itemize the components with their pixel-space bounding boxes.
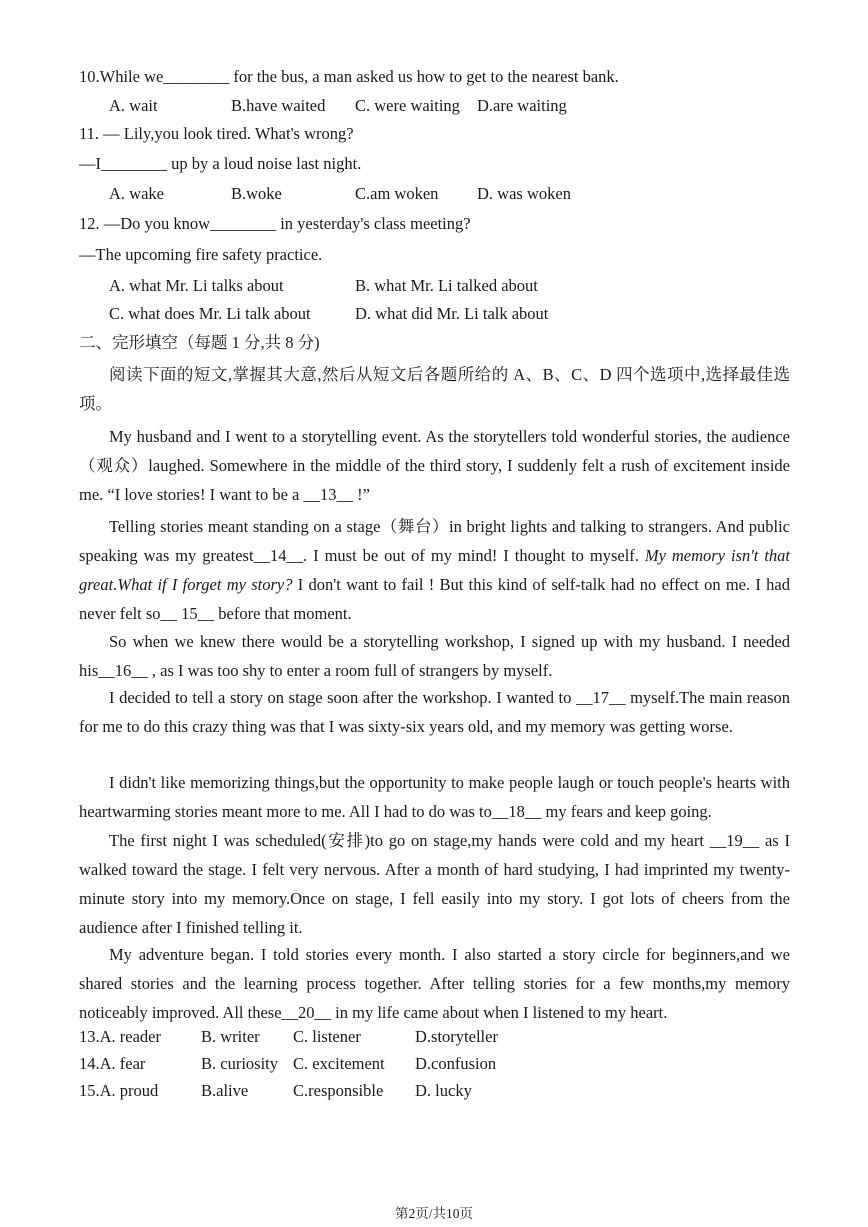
section-instruction: 阅读下面的短文,掌握其大意,然后从短文后各题所给的 A、B、C、D 四个选项中,选择最佳选项。 <box>79 365 790 413</box>
answer-15-option-c: C.responsible <box>293 1081 384 1100</box>
passage-paragraph-7: My adventure began. I told stories every month. I also started a story circle for beginners,and we shared stories and the learning process together. After telling stories for a few months,my memory noticeably improved. All these__20__ in my life came about when I listened to my heart. <box>79 945 790 1022</box>
question-11-stem: 11. — Lily,you look tired. What's wrong? <box>79 124 354 143</box>
answer-14-option-b: B. curiosity <box>201 1054 278 1073</box>
question-12-option-b: B. what Mr. Li talked about <box>355 276 538 295</box>
answer-15-option-b: B.alive <box>201 1081 249 1100</box>
passage-paragraph-4: I decided to tell a story on stage soon after the workshop. I wanted to __17__ myself.The main reason for me to do this crazy thing was that I was sixty-six years old, and my memory was getting worse. <box>79 688 790 736</box>
question-11-option-c: C.am woken <box>355 184 439 203</box>
answer-14-option-c: C. excitement <box>293 1054 385 1073</box>
passage-paragraph-2-italic: My memory isn't that great.What if I forget my story? <box>79 546 790 594</box>
question-11-option-a: A. wake <box>109 184 164 203</box>
answer-13-option-d: D.storyteller <box>415 1027 498 1046</box>
question-10-option-d: D.are waiting <box>477 96 567 115</box>
question-10-option-b: B.have waited <box>231 96 326 115</box>
answer-13-option-a: 13.A. reader <box>79 1027 162 1046</box>
question-10-option-a: A. wait <box>109 96 158 115</box>
passage-paragraph-3: So when we knew there would be a storytelling workshop, I signed up with my husband. I needed his__16__ , as I was too shy to enter a room full of strangers by myself. <box>79 632 790 680</box>
question-10-stem: 10.While we________ for the bus, a man asked us how to get to the nearest bank. <box>79 67 619 86</box>
question-10-option-c: C. were waiting <box>355 96 460 115</box>
question-12-stem: 12. —Do you know________ in yesterday's class meeting? <box>79 214 471 233</box>
passage-paragraph-2-text-a: Telling stories meant standing on a stage（舞台）in bright lights and talking to strangers. And public speaking was my greatest__14__. I must be out of my mind! I thought to myself. <box>79 517 790 565</box>
answer-15-option-a: 15.A. proud <box>79 1081 159 1100</box>
passage-paragraph-2-text-b: I don't want to fail ! But this kind of self-talk had no effect on me. I had never felt so__ 15__ before that moment. <box>79 575 790 623</box>
answer-13-option-c: C. listener <box>293 1027 361 1046</box>
question-11-option-b: B.woke <box>231 184 282 203</box>
question-12-option-a: A. what Mr. Li talks about <box>109 276 284 295</box>
passage-paragraph-6: The first night I was scheduled(安排)to go on stage,my hands were cold and my heart __19__ as I walked toward the stage. I felt very nervous. After a month of hard studying, I had imprinted my twenty-minute story into my memory.Once on stage, I fell easily into my story. I got lots of cheers from the audience after I finished telling it. <box>79 831 790 937</box>
question-11-option-d: D. was woken <box>477 184 571 203</box>
passage-paragraph-1: My husband and I went to a storytelling event. As the storytellers told wonderful stories, the audience（观众）laughed. Somewhere in the middle of the third story, I suddenly felt a rush of excitement inside me. “I love stories! I want to be a __13__ !” <box>79 427 790 504</box>
answer-15-option-d: D. lucky <box>415 1081 472 1100</box>
answer-13-option-b: B. writer <box>201 1027 260 1046</box>
question-12-option-d: D. what did Mr. Li talk about <box>355 304 549 323</box>
passage-paragraph-2 <box>79 512 790 628</box>
question-12-response: —The upcoming fire safety practice. <box>79 245 323 264</box>
question-12-option-c: C. what does Mr. Li talk about <box>109 304 311 323</box>
passage-paragraph-5: I didn't like memorizing things,but the opportunity to make people laugh or touch people's hearts with heartwarming stories meant more to me. All I had to do was to__18__ my fears and keep going. <box>79 773 790 821</box>
page-number: 第2页/共10页 <box>394 1206 473 1221</box>
answer-14-option-a: 14.A. fear <box>79 1054 146 1073</box>
question-11-response: —I________ up by a loud noise last night. <box>79 154 362 173</box>
section-heading: 二、完形填空（每题 1 分,共 8 分) <box>79 333 320 352</box>
answer-14-option-d: D.confusion <box>415 1054 497 1073</box>
